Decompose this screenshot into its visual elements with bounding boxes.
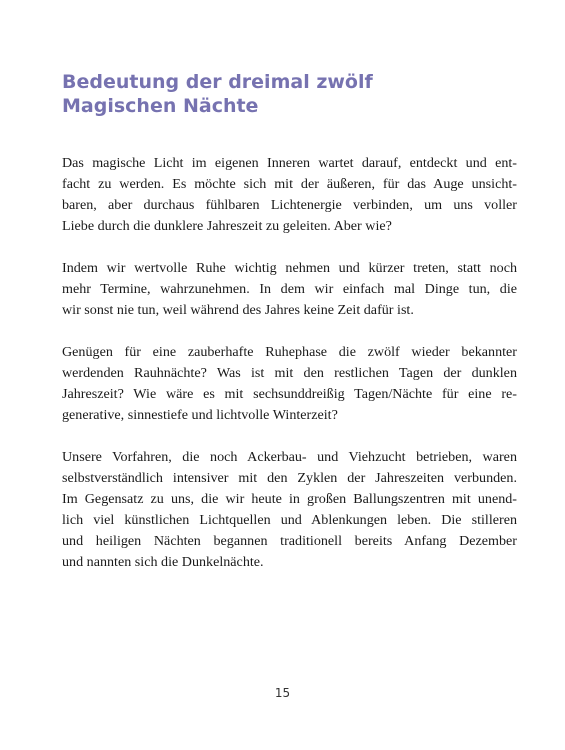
paragraph-3 bbox=[62, 342, 517, 426]
paragraph-1 bbox=[62, 153, 517, 237]
text-line: Unsere Vorfahren, die noch Ackerbau- und Viehzucht betrieben, waren bbox=[62, 449, 517, 465]
text-line: mehr Termine, wahrzunehmen. In dem wir einfach mal Dinge tun, die bbox=[62, 281, 517, 297]
text-line: Liebe durch die dunklere Jahreszeit zu geleiten. Aber wie? bbox=[62, 218, 392, 234]
text-line: baren, aber durchaus fühlbaren Lichtenergie verbinden, um uns voller bbox=[62, 197, 517, 213]
chapter-heading bbox=[62, 70, 522, 118]
body-text bbox=[62, 153, 517, 594]
text-line: und heiligen Nächten begannen traditionell bereits Anfang Dezember bbox=[62, 533, 517, 549]
page-number: 15 bbox=[274, 686, 291, 700]
text-line: Im Gegensatz zu uns, die wir heute in großen Ballungszentren mit unend- bbox=[62, 491, 517, 507]
text-line: Genügen für eine zauberhafte Ruhephase die zwölf wieder bekannter bbox=[62, 344, 517, 360]
text-line: Indem wir wertvolle Ruhe wichtig nehmen und kürzer treten, statt noch bbox=[62, 260, 517, 276]
text-line: selbstverständlich intensiver mit den Zyklen der Jahreszeiten verbunden. bbox=[62, 470, 517, 486]
heading-line-1: Bedeutung der dreimal zwölf bbox=[62, 71, 373, 93]
text-line: und nannten sich die Dunkelnächte. bbox=[62, 554, 264, 570]
text-line: Jahreszeit? Wie wäre es mit sechsunddreißig Tagen/Nächte für eine re- bbox=[62, 386, 517, 402]
text-line: wir sonst nie tun, weil während des Jahres keine Zeit dafür ist. bbox=[62, 302, 414, 318]
text-line: facht zu werden. Es möchte sich mit der äußeren, für das Auge unsicht- bbox=[62, 176, 517, 192]
heading-line-2: Magischen Nächte bbox=[62, 95, 259, 117]
paragraph-4 bbox=[62, 447, 517, 573]
text-line: werdenden Rauhnächte? Was ist mit den restlichen Tagen der dunklen bbox=[62, 365, 517, 381]
text-line: lich viel künstlichen Lichtquellen und Ablenkungen leben. Die stilleren bbox=[62, 512, 517, 528]
text-line: generative, sinnestiefe und lichtvolle Winterzeit? bbox=[62, 407, 338, 423]
text-line: Das magische Licht im eigenen Inneren wartet darauf, entdeckt und ent- bbox=[62, 155, 517, 171]
paragraph-2 bbox=[62, 258, 517, 321]
